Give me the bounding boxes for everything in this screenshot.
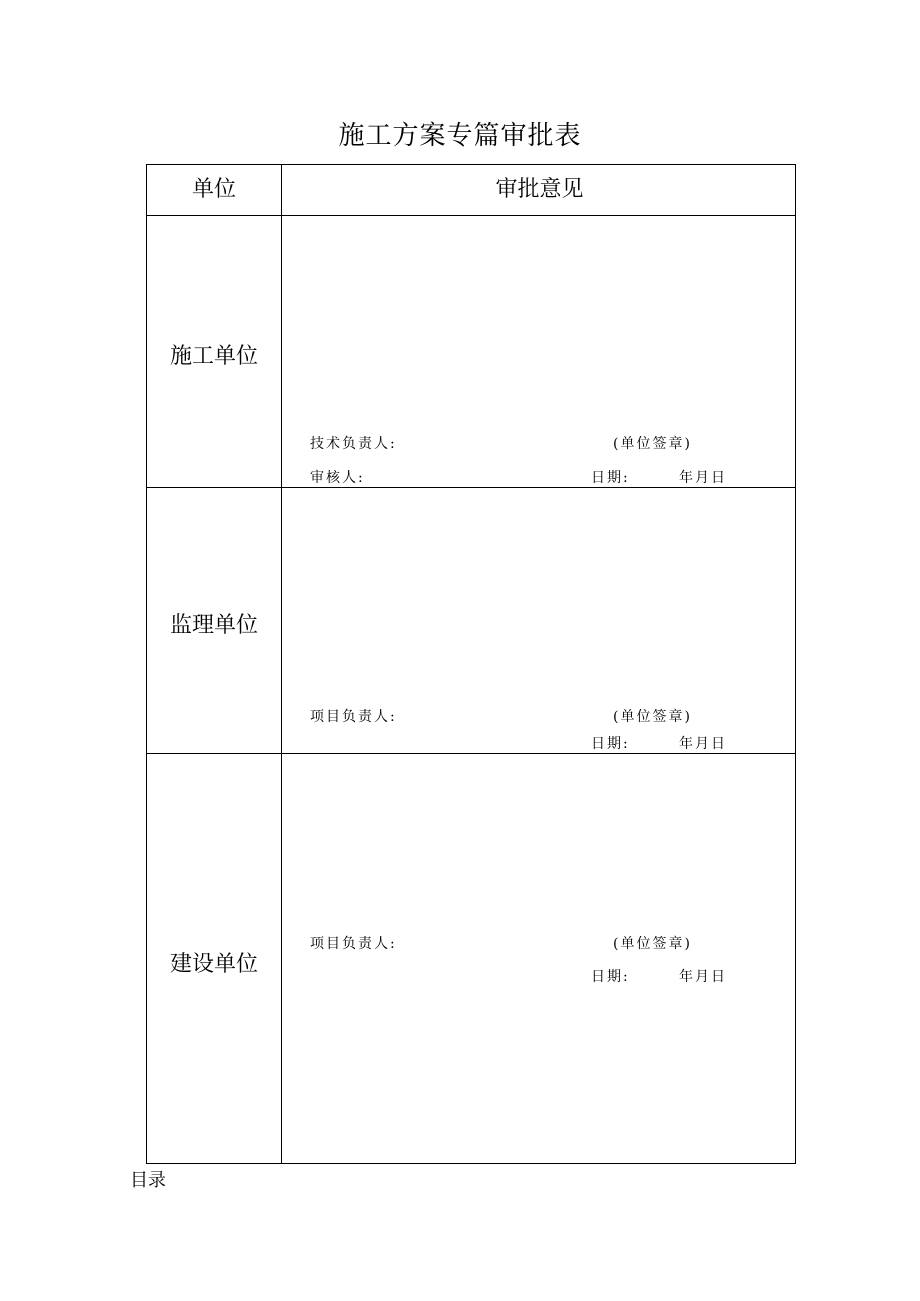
header-opinion: 审批意见 [495,177,584,202]
header-unit: 单位 [191,177,236,202]
signer-label: 项目负责人: [310,936,397,952]
form-title: 施工方案专篇审批表 [338,121,582,151]
signer-label: 技术负责人: [310,436,397,452]
row-divider [147,487,795,488]
footer-toc-label: 目录 [130,1170,166,1191]
date-value: 年月日 [679,969,727,985]
date-value: 年月日 [679,736,727,752]
date-label: 日期: [591,470,630,486]
unit-name-owner: 建设单位 [169,952,258,977]
unit-name-supervision: 监理单位 [169,613,258,638]
row-divider [147,753,795,754]
approval-table [146,164,796,1164]
date-label: 日期: [591,736,630,752]
seal-label: (单位签章) [613,436,692,452]
header-divider [147,215,795,216]
seal-label: (单位签章) [613,936,692,952]
column-divider [281,165,282,1163]
date-label: 日期: [591,969,630,985]
unit-name-construction: 施工单位 [169,344,258,369]
reviewer-label: 审核人: [310,470,365,486]
seal-label: (单位签章) [613,709,692,725]
date-value: 年月日 [679,470,727,486]
signer-label: 项目负责人: [310,709,397,725]
